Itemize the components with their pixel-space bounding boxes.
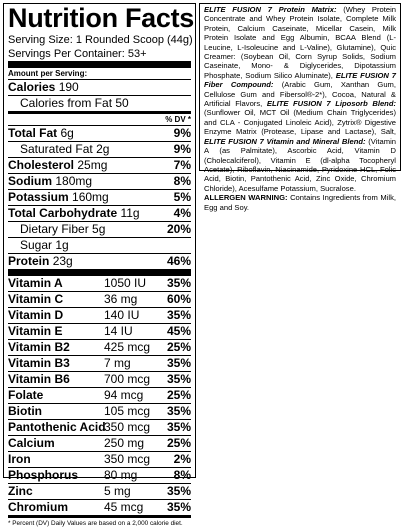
- calories-from-fat-row: [8, 96, 191, 111]
- calories-from-fat-label: Calories from Fat: [20, 96, 113, 110]
- vitamin-row: [8, 276, 191, 291]
- vitamin-dv: 35%: [166, 404, 191, 418]
- vitamin-amount: 5 mg: [104, 484, 131, 498]
- protein-matrix-text: (Whey Protein Concentrate and Whey Protein Isolate, Complete Milk Protein, Calcium Caseinate, Micellar Casein, Milk Protein Isolate and Egg Albumin, BCAA Blend (L-Leucine, L-Isoleucine and L-Valine), Glutamine), Quic Creamer: (Soybean Oil, Corn Syrup Solids, Sodium Caseinate, Mono- & Diglycerides, Dipotassium Phosphate, Sodium Silico Aluminate),: [204, 5, 396, 80]
- nutrient-dv: 8%: [173, 174, 191, 188]
- vitamin-name: Zinc: [8, 484, 33, 498]
- vitamin-dv: 35%: [166, 372, 191, 386]
- calories-value: 190: [58, 80, 79, 94]
- vitamin-name: Vitamin B3: [8, 356, 70, 370]
- vitamin-row: [8, 340, 191, 355]
- liposorb-blend-heading: ELITE FUSION 7 Liposorb Blend:: [266, 99, 396, 109]
- vitamin-amount: 140 IU: [104, 308, 140, 322]
- vitamin-dv: 35%: [166, 308, 191, 322]
- vitamin-row: [8, 484, 191, 499]
- vitamin-amount: 7 mg: [104, 356, 131, 370]
- vitamin-name: Vitamin A: [8, 276, 63, 290]
- vitamin-row: [8, 292, 191, 307]
- nutrient-amount: 180mg: [55, 174, 93, 188]
- nutrient-label: Total Carbohydrate: [8, 206, 118, 220]
- vitamin-name: Chromium: [8, 500, 68, 514]
- thick-divider: [8, 269, 191, 276]
- nutrient-row-sodium: [8, 174, 191, 189]
- vitamin-blend-text: (Vitamin A (as Palmitate), Ascorbic Acid, Vitamin D (Cholecalciferol), Vitamin E (dl-alpha Tocopheryl Acetate), Riboflavin, Niacinamide, Pyridoxine HCL, Folic Acid, Biotin, Pantothenic Acid, Zinc Oxide, Chromium Chloride), Acesulfame Potassium, Sucralose.: [204, 136, 396, 193]
- nutrient-amount: 6g: [60, 126, 74, 140]
- nutrient-label: Total Fat: [8, 126, 58, 140]
- nutrient-label: Sodium: [8, 174, 52, 188]
- vitamin-amount: 105 mcg: [104, 404, 151, 418]
- vitamin-list: [8, 276, 191, 515]
- nutrient-label: Dietary Fiber: [20, 222, 89, 236]
- nutrient-amount: 160mg: [72, 190, 109, 204]
- vitamin-dv: 35%: [166, 484, 191, 498]
- nutrient-row-saturated-fat: [8, 142, 191, 157]
- vitamin-name: Folate: [8, 388, 44, 402]
- nutrition-facts-panel: [3, 3, 196, 527]
- nutrient-label: Cholesterol: [8, 158, 75, 172]
- nutrient-label: Sugar: [20, 238, 53, 252]
- label-title: Nutrition Facts: [8, 3, 195, 33]
- vitamin-name: Vitamin B6: [8, 372, 70, 386]
- vitamin-row: [8, 388, 191, 403]
- vitamin-amount: 1050 IU: [104, 276, 147, 290]
- nutrient-row-dietary-fiber: [8, 222, 191, 237]
- vitamin-name: Iron: [8, 452, 31, 466]
- nutrient-dv: 7%: [173, 158, 191, 172]
- vitamin-row: [8, 500, 191, 515]
- vitamin-name: Vitamin E: [8, 324, 63, 338]
- nutrient-dv: 5%: [173, 190, 191, 204]
- vitamin-blend-heading: ELITE FUSION 7 Vitamin and Mineral Blend:: [204, 136, 366, 146]
- nutrient-label: Potassium: [8, 190, 69, 204]
- nutrient-amount: 1g: [55, 238, 69, 252]
- nutrient-amount: 5g: [92, 222, 106, 236]
- vitamin-name: Vitamin B2: [8, 340, 70, 354]
- vitamin-name: Phosphorus: [8, 468, 79, 482]
- vitamin-row: [8, 324, 191, 339]
- nutrient-row-total-fat: [8, 126, 191, 141]
- vitamin-dv: 25%: [166, 340, 191, 354]
- vitamin-name: Vitamin C: [8, 292, 64, 306]
- nutrient-label: Saturated Fat: [20, 142, 93, 156]
- nutrient-row-potassium: [8, 190, 191, 205]
- vitamin-name: Biotin: [8, 404, 42, 418]
- vitamin-name: Pantothenic Acid: [8, 420, 106, 434]
- calories-row: [8, 80, 191, 95]
- vitamin-dv: 35%: [166, 356, 191, 370]
- vitamin-dv: 35%: [166, 420, 191, 434]
- vitamin-dv: 35%: [166, 276, 191, 290]
- nutrient-dv: 9%: [173, 126, 191, 140]
- vitamin-amount: 250 mg: [104, 436, 145, 450]
- vitamin-amount: 80 mg: [104, 468, 138, 482]
- vitamin-name: Calcium: [8, 436, 55, 450]
- vitamin-row: [8, 308, 191, 323]
- vitamin-amount: 350 mcg: [104, 452, 151, 466]
- nutrient-row-sugar: [8, 238, 191, 253]
- nutrient-label: Protein: [8, 254, 50, 268]
- amount-per-serving: Amount per Serving:: [8, 69, 88, 78]
- vitamin-amount: 350 mcg: [104, 420, 151, 434]
- vitamin-amount: 14 IU: [104, 324, 133, 338]
- nutrient-row-total-carbohydrate: [8, 206, 191, 221]
- vitamin-amount: 36 mg: [104, 292, 138, 306]
- vitamin-amount: 45 mcg: [104, 500, 144, 514]
- nutrient-amount: 25mg: [77, 158, 108, 172]
- vitamin-row: [8, 452, 191, 467]
- nutrient-amount: 2g: [96, 142, 110, 156]
- vitamin-dv: 25%: [166, 436, 191, 450]
- vitamin-amount: 94 mcg: [104, 388, 144, 402]
- nutrient-row-protein: [8, 254, 191, 269]
- vitamin-dv: 8%: [173, 468, 191, 482]
- footnote: * Percent (DV) Daily Values are based on a 2,000 calorie diet.: [8, 520, 183, 527]
- nutrient-amount: 11g: [120, 206, 140, 220]
- liposorb-blend-text: (Sunflower Oil, MCT Oil (Medium Chain Triglycerides) and CLA - Conjugated Linoleic Acid), Zytrix® Digestive Enzyme Matrix (Protease, Lipase and Lactase), Salt,: [204, 108, 396, 137]
- serving-size: Serving Size: 1 Rounded Scoop (44g): [8, 34, 193, 46]
- nutrient-amount: 23g: [52, 254, 73, 268]
- calories-from-fat-value: 50: [115, 96, 129, 110]
- vitamin-row: [8, 468, 191, 483]
- vitamin-row: [8, 436, 191, 451]
- vitamin-name: Vitamin D: [8, 308, 64, 322]
- nutrient-row-cholesterol: [8, 158, 191, 173]
- vitamin-amount: 425 mcg: [104, 340, 151, 354]
- fiber-compound-text: (Arabic Gum, Xanthan Gum, Cellulose Gum and Fibersol®-2*), Cocoa, Natural & Artificial Flavors,: [204, 80, 396, 109]
- vitamin-dv: 60%: [166, 292, 191, 306]
- dv-header: % DV *: [165, 115, 191, 124]
- vitamin-row: [8, 356, 191, 371]
- allergen-heading: ALLERGEN WARNING:: [204, 193, 288, 203]
- fiber-compound-heading: ELITE FUSION 7 Fiber Compound:: [204, 70, 396, 90]
- protein-matrix-heading: ELITE FUSION 7 Protein Matrix:: [204, 5, 337, 14]
- allergen-text: Contains Ingredients from Milk, Egg and Soy.: [204, 193, 396, 212]
- vitamin-dv: 2%: [173, 452, 191, 466]
- vitamin-dv: 45%: [166, 324, 191, 338]
- nutrient-dv: 4%: [173, 206, 191, 220]
- vitamin-dv: 35%: [166, 500, 191, 514]
- servings-per-container: Servings Per Container: 53+: [8, 48, 147, 60]
- thick-divider: [8, 61, 191, 68]
- nutrient-dv: 9%: [173, 142, 191, 156]
- vitamin-row: [8, 420, 191, 435]
- vitamin-dv: 25%: [166, 388, 191, 402]
- nutrient-dv: 20%: [166, 222, 191, 236]
- ingredients-panel: [199, 3, 401, 212]
- calories-label: Calories: [8, 80, 56, 94]
- vitamin-row: [8, 404, 191, 419]
- vitamin-row: [8, 372, 191, 387]
- nutrient-dv: 46%: [166, 254, 191, 268]
- vitamin-amount: 700 mcg: [104, 372, 151, 386]
